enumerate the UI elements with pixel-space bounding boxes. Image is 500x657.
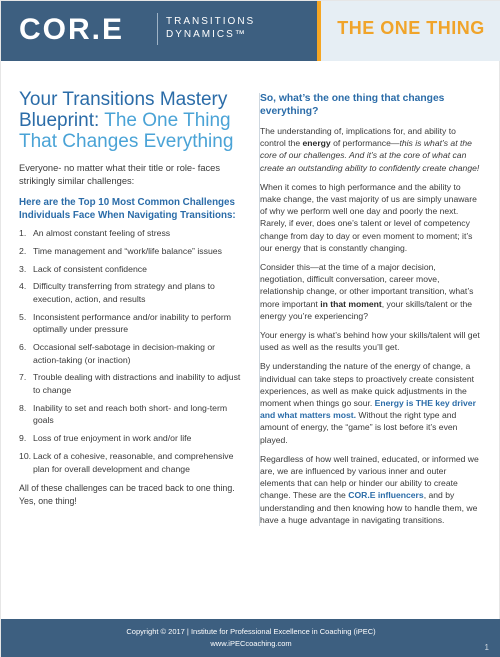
header-title: THE ONE THING xyxy=(337,18,485,38)
challenge-item xyxy=(19,263,241,276)
logo-subtitle-line2: DYNAMICS™ xyxy=(166,29,247,40)
paragraph-3 xyxy=(260,261,481,322)
challenge-number: 8. xyxy=(19,402,27,413)
core-logo: COR.E xyxy=(19,13,125,46)
paragraph-4: Your energy is what’s behind how your skills/talent will get used as well as the results you’ll get. xyxy=(260,330,480,353)
logo-subtitle-line1: TRANSITIONS xyxy=(166,16,256,27)
p1-italic: this is what’s at the core of our challenges. And it’s at the core of what can create an outstanding ability to confidently create change! xyxy=(260,138,480,173)
paragraph-5 xyxy=(260,360,481,445)
challenge-text: Occasional self-sabotage in decision-making or action-taking (or inaction) xyxy=(33,342,216,365)
challenge-item xyxy=(19,371,241,396)
challenge-item xyxy=(19,450,241,475)
p3-emphasis: in that moment xyxy=(320,298,382,309)
challenge-text: An almost constant feeling of stress xyxy=(33,228,171,238)
challenges-list xyxy=(19,227,241,475)
right-column xyxy=(259,93,481,526)
header-banner xyxy=(1,1,500,61)
main-title-part2: The One Thing That Changes Everything xyxy=(19,110,234,152)
p1-text-c: of performance— xyxy=(330,138,400,149)
challenge-number: 4. xyxy=(19,281,27,292)
challenge-item xyxy=(19,227,241,240)
header-title-area xyxy=(317,1,500,61)
main-title xyxy=(19,89,241,152)
challenge-number: 6. xyxy=(19,342,27,353)
challenge-item xyxy=(19,280,241,305)
left-column xyxy=(19,89,241,508)
section-title: So, what’s the one thing that changes everything? xyxy=(260,93,445,117)
challenge-text: Lack of a cohesive, reasonable, and comprehensive plan for overall development and change xyxy=(33,451,234,474)
challenge-text: Difficulty transferring from strategy and plans to execution, action, and results xyxy=(33,281,215,304)
challenge-number: 9. xyxy=(19,433,27,444)
challenge-number: 7. xyxy=(19,372,27,383)
challenge-text: Time management and “work/life balance” issues xyxy=(33,245,222,256)
p5-text-a: By understanding the nature of the energy of change, a individual can take steps to proactively create consistent experiences, as well as make quick adjustments in the moment when things go sour. xyxy=(260,361,475,409)
challenge-item xyxy=(19,432,241,445)
p1-text-a: The understanding of, implications for, and ability to control the xyxy=(260,126,456,149)
challenge-text: Loss of true enjoyment in work and/or life xyxy=(33,433,192,444)
paragraph-6 xyxy=(260,453,481,526)
paragraph-2: When it comes to high performance and the ability to make change, the vast majority of us are simply unaware of why we perform well one day and poorly the next. Rarely, if ever, does one’s talent or level of competency change from day to day or even moment to moment; it’s our energy that is constantly changing. xyxy=(260,181,477,253)
challenge-item xyxy=(19,341,241,366)
challenge-number: 1. xyxy=(19,228,27,238)
main-title-part1: Your Transitions Mastery Blueprint: xyxy=(19,89,228,131)
footer-copyright: Copyright © 2017 | Institute for Professional Excellence in Coaching (iPEC) xyxy=(126,627,376,636)
logo-divider xyxy=(157,13,158,45)
intro-text: Everyone- no matter what their title or role- faces strikingly similar challenges: xyxy=(19,163,220,186)
p6-text-c: , and by understanding and then knowing how to handle them, we have a huge advantage in navigating transitions. xyxy=(260,490,478,525)
logo-subtitle xyxy=(166,15,255,41)
p6-text-a: Regardless of how well trained, educated, or informed we are, we are influenced by various inner and outer elements that can help or hinder our ability to create change. These are the xyxy=(260,453,479,501)
challenge-number: 3. xyxy=(19,263,27,274)
footer-url[interactable]: www.iPECcoaching.com xyxy=(210,639,292,648)
challenge-item xyxy=(19,311,241,336)
challenge-number: 10. xyxy=(19,451,32,461)
challenge-text: Lack of consistent confidence xyxy=(33,263,147,274)
p5-text-c: Without the right type and amount of energy, the “game” is lost before it’s even played. xyxy=(260,410,458,445)
challenge-number: 2. xyxy=(19,245,27,256)
p3-text-a: Consider this—at the time of a major decision, negotiation, difficult conversation, career move, relationship change, or other important transition, what’s more important xyxy=(260,262,474,309)
p5-emphasis: Energy is THE key driver and what matters most. xyxy=(260,398,476,421)
challenge-item xyxy=(19,245,241,258)
challenge-text: Trouble dealing with distractions and inability to adjust to change xyxy=(33,372,241,396)
page-number: 1 xyxy=(484,643,489,652)
footer-banner xyxy=(1,619,500,657)
challenge-text: Inconsistent performance and/or inability to perform optimally under pressure xyxy=(33,311,231,335)
header-logo-area xyxy=(1,1,317,61)
paragraph-1 xyxy=(260,125,481,174)
closing-text: All of these challenges can be traced back to one thing. Yes, one thing! xyxy=(19,483,235,507)
list-heading: Here are the Top 10 Most Common Challenges Individuals Face When Navigating Transitions: xyxy=(19,197,236,221)
challenge-text: Inability to set and reach both short- and long-term goals xyxy=(33,402,228,426)
challenge-number: 5. xyxy=(19,311,27,322)
challenge-item xyxy=(19,402,241,427)
p6-emphasis: COR.E influencers xyxy=(348,490,424,501)
p3-text-c: , your skills/talent or the energy you’re experiencing? xyxy=(260,298,473,321)
p1-emphasis: energy xyxy=(302,138,331,149)
